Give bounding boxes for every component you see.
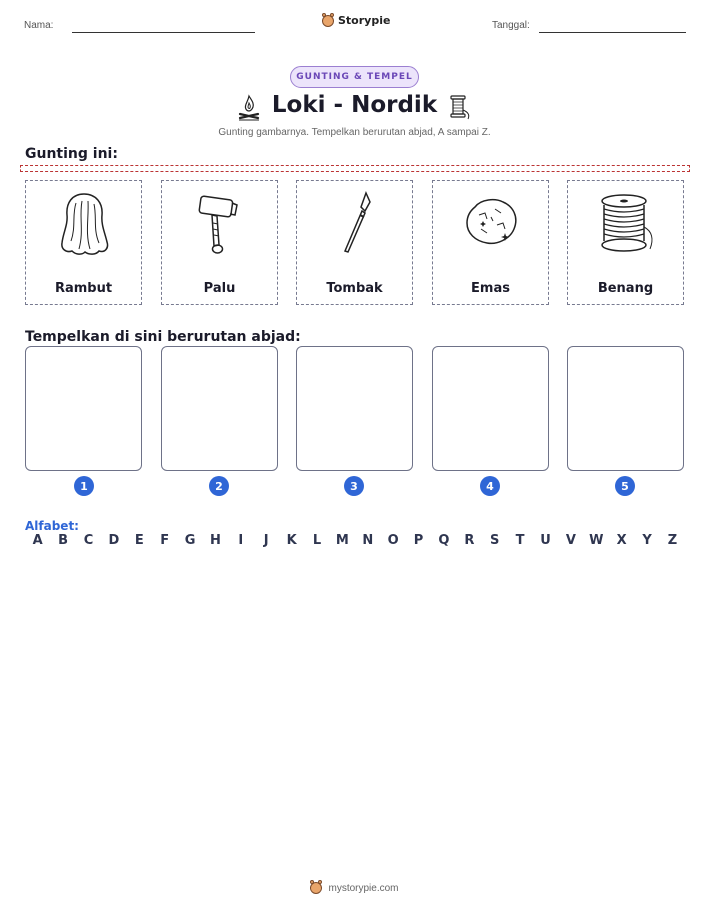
hammer-icon — [190, 189, 250, 259]
cut-card-gold[interactable] — [432, 180, 549, 305]
alphabet-letter: W — [589, 533, 604, 548]
alphabet-letter: A — [32, 533, 43, 548]
date-line[interactable] — [539, 32, 686, 33]
cut-card-hammer[interactable] — [161, 180, 278, 305]
cut-card-hair[interactable] — [25, 180, 142, 305]
alphabet-letter: D — [108, 533, 120, 548]
item-label: Palu — [203, 281, 236, 296]
alphabet-letter: Y — [642, 533, 652, 548]
paste-slot-5[interactable] — [567, 346, 684, 471]
paste-slot-3[interactable] — [296, 346, 413, 471]
alphabet-letter: V — [565, 533, 576, 548]
paste-slot-4[interactable] — [432, 346, 549, 471]
alphabet-letter: K — [286, 533, 297, 548]
alphabet-row — [25, 533, 685, 548]
alphabet-letter: Z — [667, 533, 678, 548]
alphabet-letter: R — [464, 533, 475, 548]
instructions: Gunting gambarnya. Tempelkan berurutan abjad, A sampai Z. — [218, 127, 491, 138]
cut-card-spear[interactable] — [296, 180, 413, 305]
thread-spool-icon — [596, 189, 656, 259]
item-label: Rambut — [54, 281, 113, 296]
item-label: Emas — [471, 281, 510, 296]
alphabet-letter: H — [209, 533, 221, 548]
item-label: Tombak — [326, 281, 383, 296]
bear-icon — [322, 15, 334, 27]
footer — [0, 882, 709, 894]
alphabet-letter: C — [83, 533, 94, 548]
paste-section-label: Tempelkan di sini berurutan abjad: — [25, 329, 301, 345]
alphabet-letter: I — [238, 533, 244, 548]
alphabet-letter: G — [184, 533, 196, 548]
alphabet-letter: E — [134, 533, 144, 548]
brand-logo — [322, 14, 390, 27]
alphabet-letter: O — [387, 533, 399, 548]
date-label: Tanggal: — [492, 20, 530, 31]
alphabet-letter: X — [616, 533, 627, 548]
alphabet-letter: U — [540, 533, 551, 548]
footer-url: mystorypie.com — [328, 882, 399, 894]
activity-badge: GUNTING & TEMPEL — [290, 66, 419, 88]
alphabet-letter: B — [58, 533, 69, 548]
name-label: Nama: — [24, 20, 54, 31]
page-title: Loki - Nordik — [271, 92, 438, 118]
item-label: Benang — [597, 281, 654, 296]
alphabet-letter: J — [263, 533, 269, 548]
bear-icon — [310, 882, 322, 894]
slot-number: 1 — [74, 476, 94, 496]
alphabet-letter: P — [413, 533, 424, 548]
paste-slot-1[interactable] — [25, 346, 142, 471]
alphabet-label: Alfabet: — [25, 519, 79, 533]
slot-number: 3 — [344, 476, 364, 496]
paste-slot-2[interactable] — [161, 346, 278, 471]
spear-icon — [325, 189, 385, 259]
slot-number: 4 — [480, 476, 500, 496]
hair-icon — [54, 189, 114, 259]
alphabet-letter: M — [335, 533, 349, 548]
alphabet-letter: N — [362, 533, 374, 548]
slot-number: 2 — [209, 476, 229, 496]
alphabet-letter: T — [515, 533, 525, 548]
spool-icon — [447, 92, 473, 122]
cut-section-label: Gunting ini: — [25, 146, 118, 162]
cut-line — [20, 165, 690, 172]
alphabet-letter: L — [312, 533, 322, 548]
name-line[interactable] — [72, 32, 255, 33]
slot-number: 5 — [615, 476, 635, 496]
cut-card-thread[interactable] — [567, 180, 684, 305]
alphabet-letter: S — [490, 533, 500, 548]
alphabet-letter: F — [160, 533, 170, 548]
gold-nugget-icon — [461, 189, 521, 259]
brand-name: Storypie — [338, 14, 391, 27]
alphabet-letter: Q — [438, 533, 450, 548]
